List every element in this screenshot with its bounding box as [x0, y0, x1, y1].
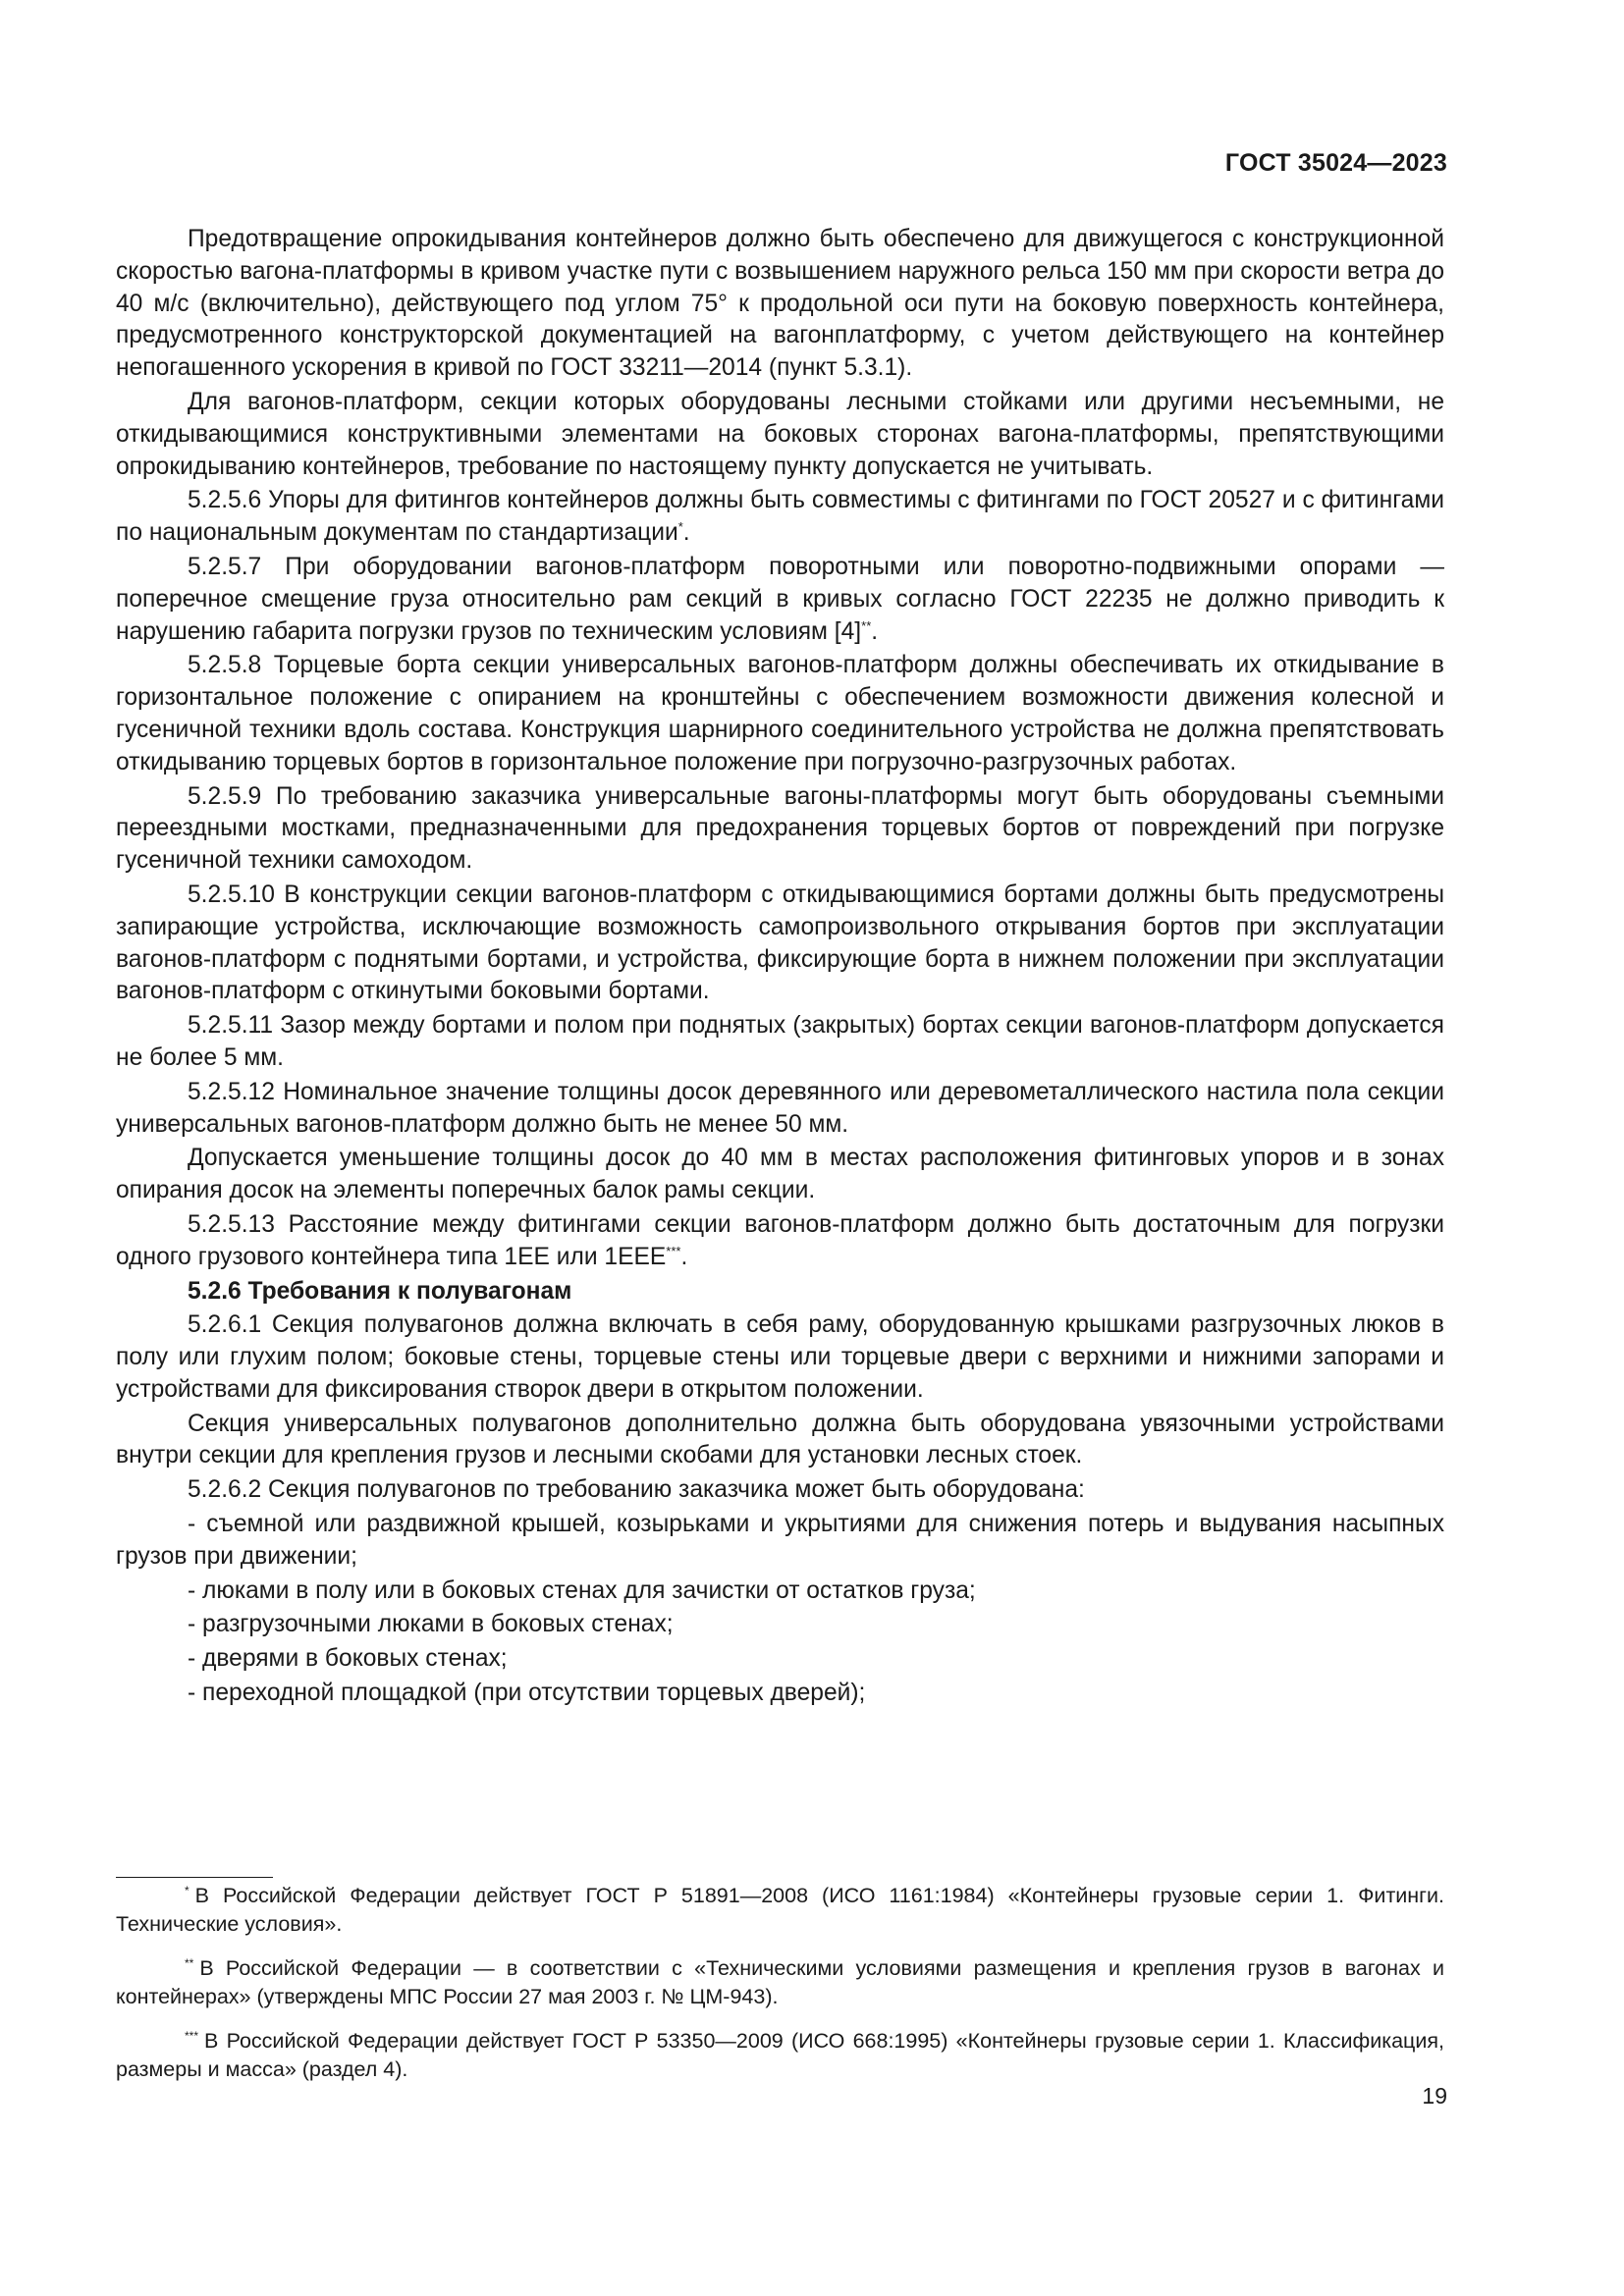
footnote [116, 1882, 1444, 1939]
paragraph: Предотвращение опрокидывания контейнеров должно быть обеспечено для движущегося с конструкционной скоростью вагона-платформы в кривом участке пути с возвышением наружного рельса 150 мм при скорости ветра до 40 м/с (включительно), действующего под углом 75° к продольной оси пути на боковую поверхность контейнера, предусмотренного конструкторской документацией на вагонплатформу, с учетом действующего на контейнер непогашенного ускорения в кривой по ГОСТ 33211—2014 (пункт 5.3.1). [116, 226, 1444, 382]
paragraph: Допускается уменьшение толщины досок до 40 мм в местах расположения фитинговых упоров и в зонах опирания досок на элементы поперечных балок рамы секции. [116, 1145, 1444, 1204]
footnote-mark: *** [185, 2029, 199, 2043]
paragraph: Секция универсальных полувагонов дополнительно должна быть оборудована увязочными устройствами внутри секции для крепления грузов и лесными скобами для установки лесных стоек. [116, 1410, 1444, 1469]
paragraph-end: . [871, 617, 879, 645]
footnote-text: В Российской Федерации действует ГОСТ Р 51891—2008 (ИСО 1161:1984) «Контейнеры грузовые серии 1. Фитинги. Технические условия». [116, 1884, 1444, 1936]
footnote-mark: ** [185, 1956, 194, 1970]
footnote [116, 2027, 1444, 2084]
paragraph-text: 5.2.5.13 Расстояние между фитингами секции вагонов-платформ должно быть достаточным для погрузки одного грузового контейнера типа 1ЕЕ или 1ЕЕЕ [116, 1210, 1444, 1270]
footnote-divider [116, 1877, 273, 1878]
section-heading: 5.2.6 Требования к полувагонам [188, 1277, 572, 1305]
paragraph: 5.2.6.1 Секция полувагонов должна включать в себя раму, оборудованную крышками разгрузочных люков в полу или глухим полом; боковые стены, торцевые стены или торцевые двери с верхними и нижними запорами и устройствами для фиксирования створок двери в открытом положении. [116, 1311, 1444, 1403]
paragraph: 5.2.5.12 Номинальное значение толщины досок деревянного или деревометаллического настила пола секции универсальных вагонов-платформ должно быть не менее 50 мм. [116, 1078, 1444, 1138]
footnote-ref: * [677, 519, 683, 535]
paragraph-text: 5.2.5.7 При оборудовании вагонов-платформ поворотными или поворотно-подвижными опорами — поперечное смещение груза относительно рам секций в кривых согласно ГОСТ 22235 не должно приводить к нарушению габарита погрузки грузов по техническим условиям [4] [116, 553, 1444, 645]
footnotes [116, 1882, 1444, 2100]
paragraph: 5.2.6.2 Секция полувагонов по требованию заказчика может быть оборудована: [188, 1476, 1085, 1504]
paragraph [116, 485, 1444, 550]
page-number: 19 [1422, 2083, 1447, 2109]
paragraph [116, 552, 1444, 648]
footnote [116, 1954, 1444, 2011]
paragraph: 5.2.5.8 Торцевые борта секции универсальных вагонов-платформ должны обеспечивать их откидывание в горизонтальное положение с опиранием на кронштейны с обеспечением возможности движения колесной и гусеничной техники вдоль состава. Конструкция шарнирного соединительного устройства не должна препятствовать откидыванию торцевых бортов в горизонтальное положение при погрузочно-разгрузочных работах. [116, 652, 1444, 775]
footnote-ref: ** [861, 617, 872, 633]
paragraph-end: . [682, 519, 690, 547]
paragraph-text: 5.2.5.6 Упоры для фитингов контейнеров должны быть совместимы с фитингами по ГОСТ 20527 и с фитингами по национальным документам по стандартизации [116, 487, 1444, 547]
list-item: - съемной или раздвижной крышей, козырьками и укрытиями для снижения потерь и выдувания насыпных грузов при движении; [116, 1511, 1444, 1570]
document-id: ГОСТ 35024—2023 [1224, 149, 1447, 177]
paragraph: Для вагонов-платформ, секции которых оборудованы лесными стойками или другими несъемными, не откидывающимися конструктивными элементами на боковых сторонах вагона-платформы, препятствующими опрокидыванию контейнеров, требование по настоящему пункту допускается не учитывать. [116, 388, 1444, 480]
list-item: - разгрузочными люками в боковых стенах; [188, 1611, 674, 1638]
footnote-ref: *** [666, 1243, 681, 1258]
list-item: - люками в полу или в боковых стенах для зачистки от остатков груза; [188, 1576, 976, 1604]
paragraph-end: . [680, 1243, 688, 1270]
list-item: - дверями в боковых стенах; [188, 1645, 508, 1673]
footnote-mark: * [185, 1884, 189, 1897]
body-text [116, 224, 1444, 1712]
paragraph [116, 1209, 1444, 1274]
footnote-text: В Российской Федерации — в соответствии с «Техническими условиями размещения и крепления грузов в вагонах и контейнерах» (утверждены МПС России 27 мая 2003 г. № ЦМ-943). [116, 1956, 1444, 2008]
list-item: - переходной площадкой (при отсутствии торцевых дверей); [188, 1680, 866, 1707]
paragraph: 5.2.5.11 Зазор между бортами и полом при поднятых (закрытых) бортах секции вагонов-платформ допускается не более 5 мм. [116, 1012, 1444, 1071]
footnote-text: В Российской Федерации действует ГОСТ Р 53350—2009 (ИСО 668:1995) «Контейнеры грузовые серии 1. Классификация, размеры и масса» (раздел 4). [116, 2029, 1444, 2081]
paragraph: 5.2.5.10 В конструкции секции вагонов-платформ с откидывающимися бортами должны быть предусмотрены запирающие устройства, исключающие возможность самопроизвольного открывания бортов при эксплуатации вагонов-платформ с поднятыми бортами, и устройства, фиксирующие борта в нижнем положении при эксплуатации вагонов-платформ с откинутыми боковыми бортами. [116, 881, 1444, 1005]
paragraph: 5.2.5.9 По требованию заказчика универсальные вагоны-платформы могут быть оборудованы съемными переездными мостками, предназначенными для предохранения торцевых бортов от повреждений при погрузке гусеничной техники самоходом. [116, 782, 1444, 875]
